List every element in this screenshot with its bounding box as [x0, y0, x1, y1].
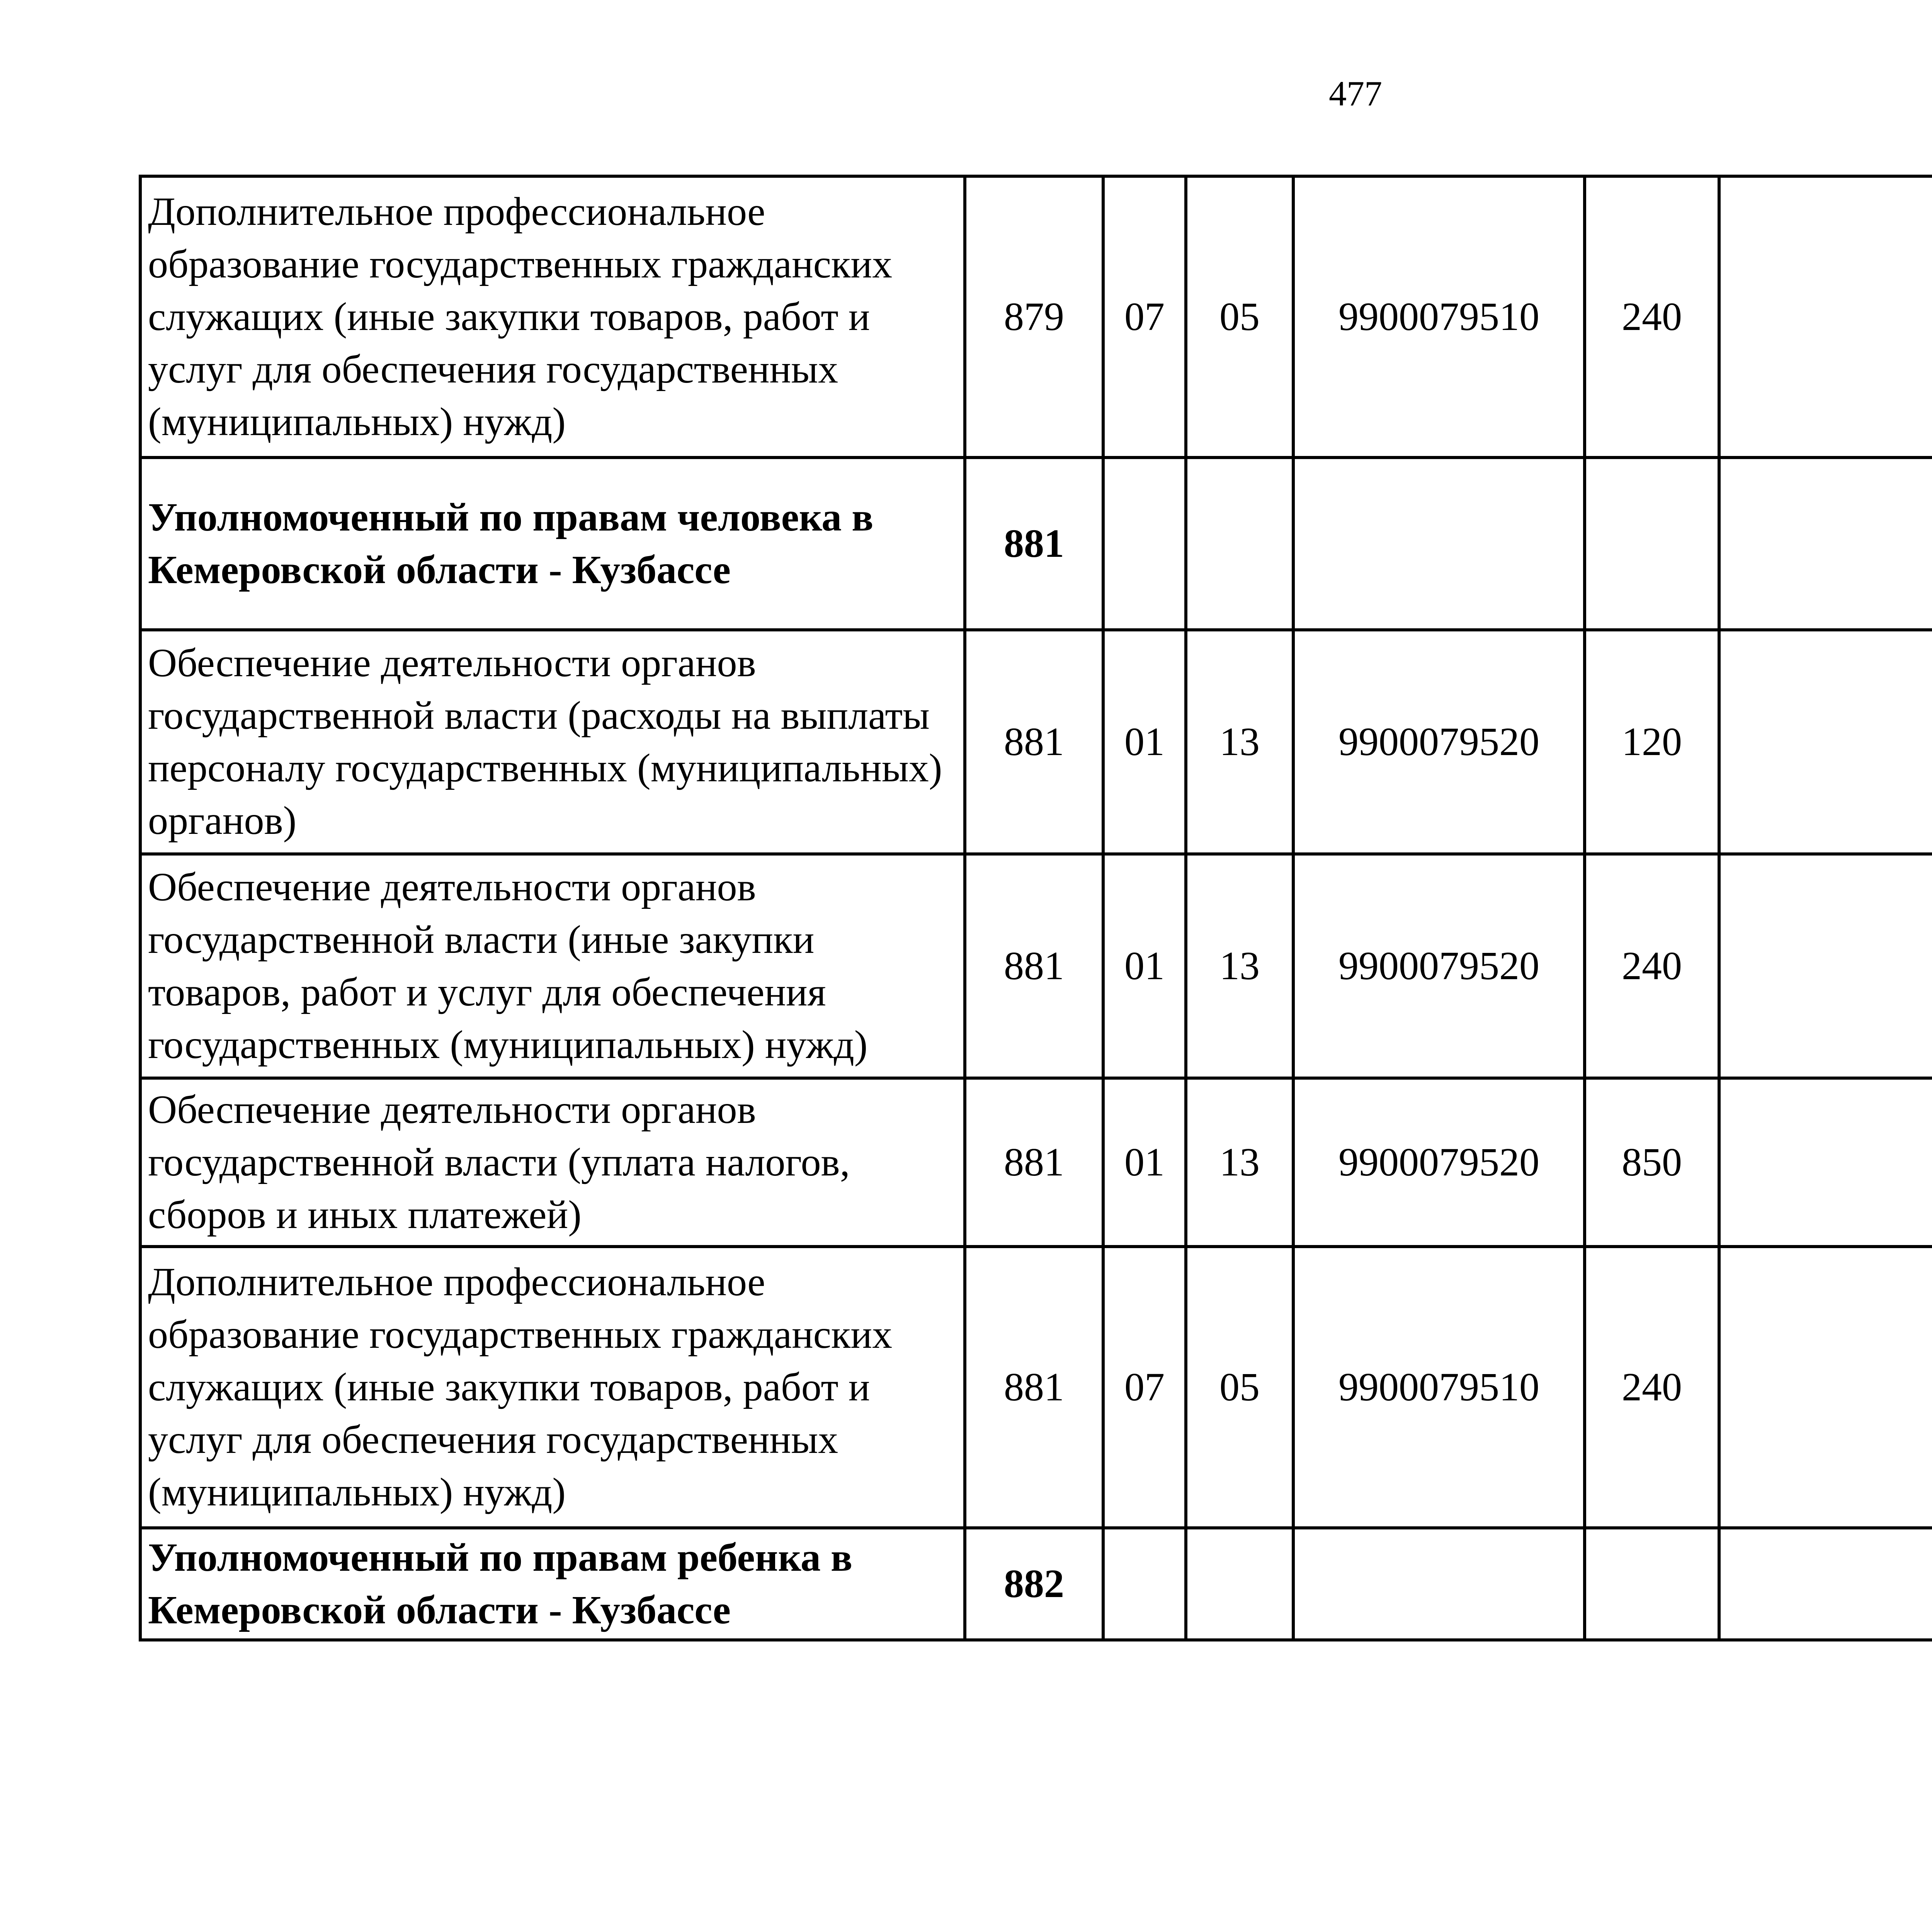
department-code: 879	[965, 176, 1103, 458]
page-number: 477	[1329, 74, 1382, 113]
amount-cell	[1719, 630, 1932, 854]
department-code: 881	[965, 1078, 1103, 1247]
row-description: Обеспечение деятельности органов государственной власти (расходы на выплаты персоналу государственных (муниципальных) органов)	[140, 630, 965, 854]
department-code: 881	[965, 630, 1103, 854]
row-description: Уполномоченный по правам ребенка в Кемеровской области - Кузбассе	[140, 1528, 965, 1640]
subsection-code	[1186, 458, 1293, 630]
amount-cell	[1719, 176, 1932, 458]
table-row-total	[140, 458, 1932, 630]
target-article-code: 9900079520	[1293, 854, 1585, 1078]
amount-cell	[1719, 854, 1932, 1078]
subsection-code: 05	[1186, 176, 1293, 458]
section-code: 01	[1103, 630, 1186, 854]
row-description: Обеспечение деятельности органов государственной власти (уплата налогов, сборов и иных платежей)	[140, 1078, 965, 1247]
table-row	[140, 854, 1932, 1078]
section-code: 01	[1103, 854, 1186, 1078]
department-code: 881	[965, 458, 1103, 630]
target-article-code: 9900079510	[1293, 176, 1585, 458]
amount-cell	[1719, 1528, 1932, 1640]
expense-type-code: 120	[1585, 630, 1719, 854]
row-description: Дополнительное профессиональное образование государственных гражданских служащих (иные закупки товаров, работ и услуг для обеспечения государственных (муниципальных) нужд)	[140, 176, 965, 458]
amount-cell	[1719, 1078, 1932, 1247]
department-code: 882	[965, 1528, 1103, 1640]
target-article-code	[1293, 1528, 1585, 1640]
subsection-code: 05	[1186, 1247, 1293, 1528]
expense-type-code	[1585, 1528, 1719, 1640]
row-description: Дополнительное профессиональное образование государственных гражданских служащих (иные закупки товаров, работ и услуг для обеспечения государственных (муниципальных) нужд)	[140, 1247, 965, 1528]
amount-cell	[1719, 458, 1932, 630]
table-row	[140, 630, 1932, 854]
department-code: 881	[965, 854, 1103, 1078]
section-code: 07	[1103, 1247, 1186, 1528]
target-article-code: 9900079520	[1293, 630, 1585, 854]
section-code: 07	[1103, 176, 1186, 458]
expense-type-code: 240	[1585, 176, 1719, 458]
row-description: Обеспечение деятельности органов государственной власти (иные закупки товаров, работ и услуг для обеспечения государственных (муниципальных) нужд)	[140, 854, 965, 1078]
section-code: 01	[1103, 1078, 1186, 1247]
subsection-code: 13	[1186, 630, 1293, 854]
subsection-code: 13	[1186, 1078, 1293, 1247]
department-code: 881	[965, 1247, 1103, 1528]
amount-cell	[1719, 1247, 1932, 1528]
table-row	[140, 1247, 1932, 1528]
expense-type-code	[1585, 458, 1719, 630]
table-row	[140, 1078, 1932, 1247]
expense-type-code: 240	[1585, 854, 1719, 1078]
subsection-code: 13	[1186, 854, 1293, 1078]
target-article-code: 9900079510	[1293, 1247, 1585, 1528]
section-code	[1103, 1528, 1186, 1640]
target-article-code	[1293, 458, 1585, 630]
section-code	[1103, 458, 1186, 630]
row-description: Уполномоченный по правам человека в Кемеровской области - Кузбассе	[140, 458, 965, 630]
budget-table	[139, 175, 1932, 1641]
expense-type-code: 240	[1585, 1247, 1719, 1528]
expense-type-code: 850	[1585, 1078, 1719, 1247]
table-row	[140, 176, 1932, 458]
subsection-code	[1186, 1528, 1293, 1640]
target-article-code: 9900079520	[1293, 1078, 1585, 1247]
table-row-total	[140, 1528, 1932, 1640]
